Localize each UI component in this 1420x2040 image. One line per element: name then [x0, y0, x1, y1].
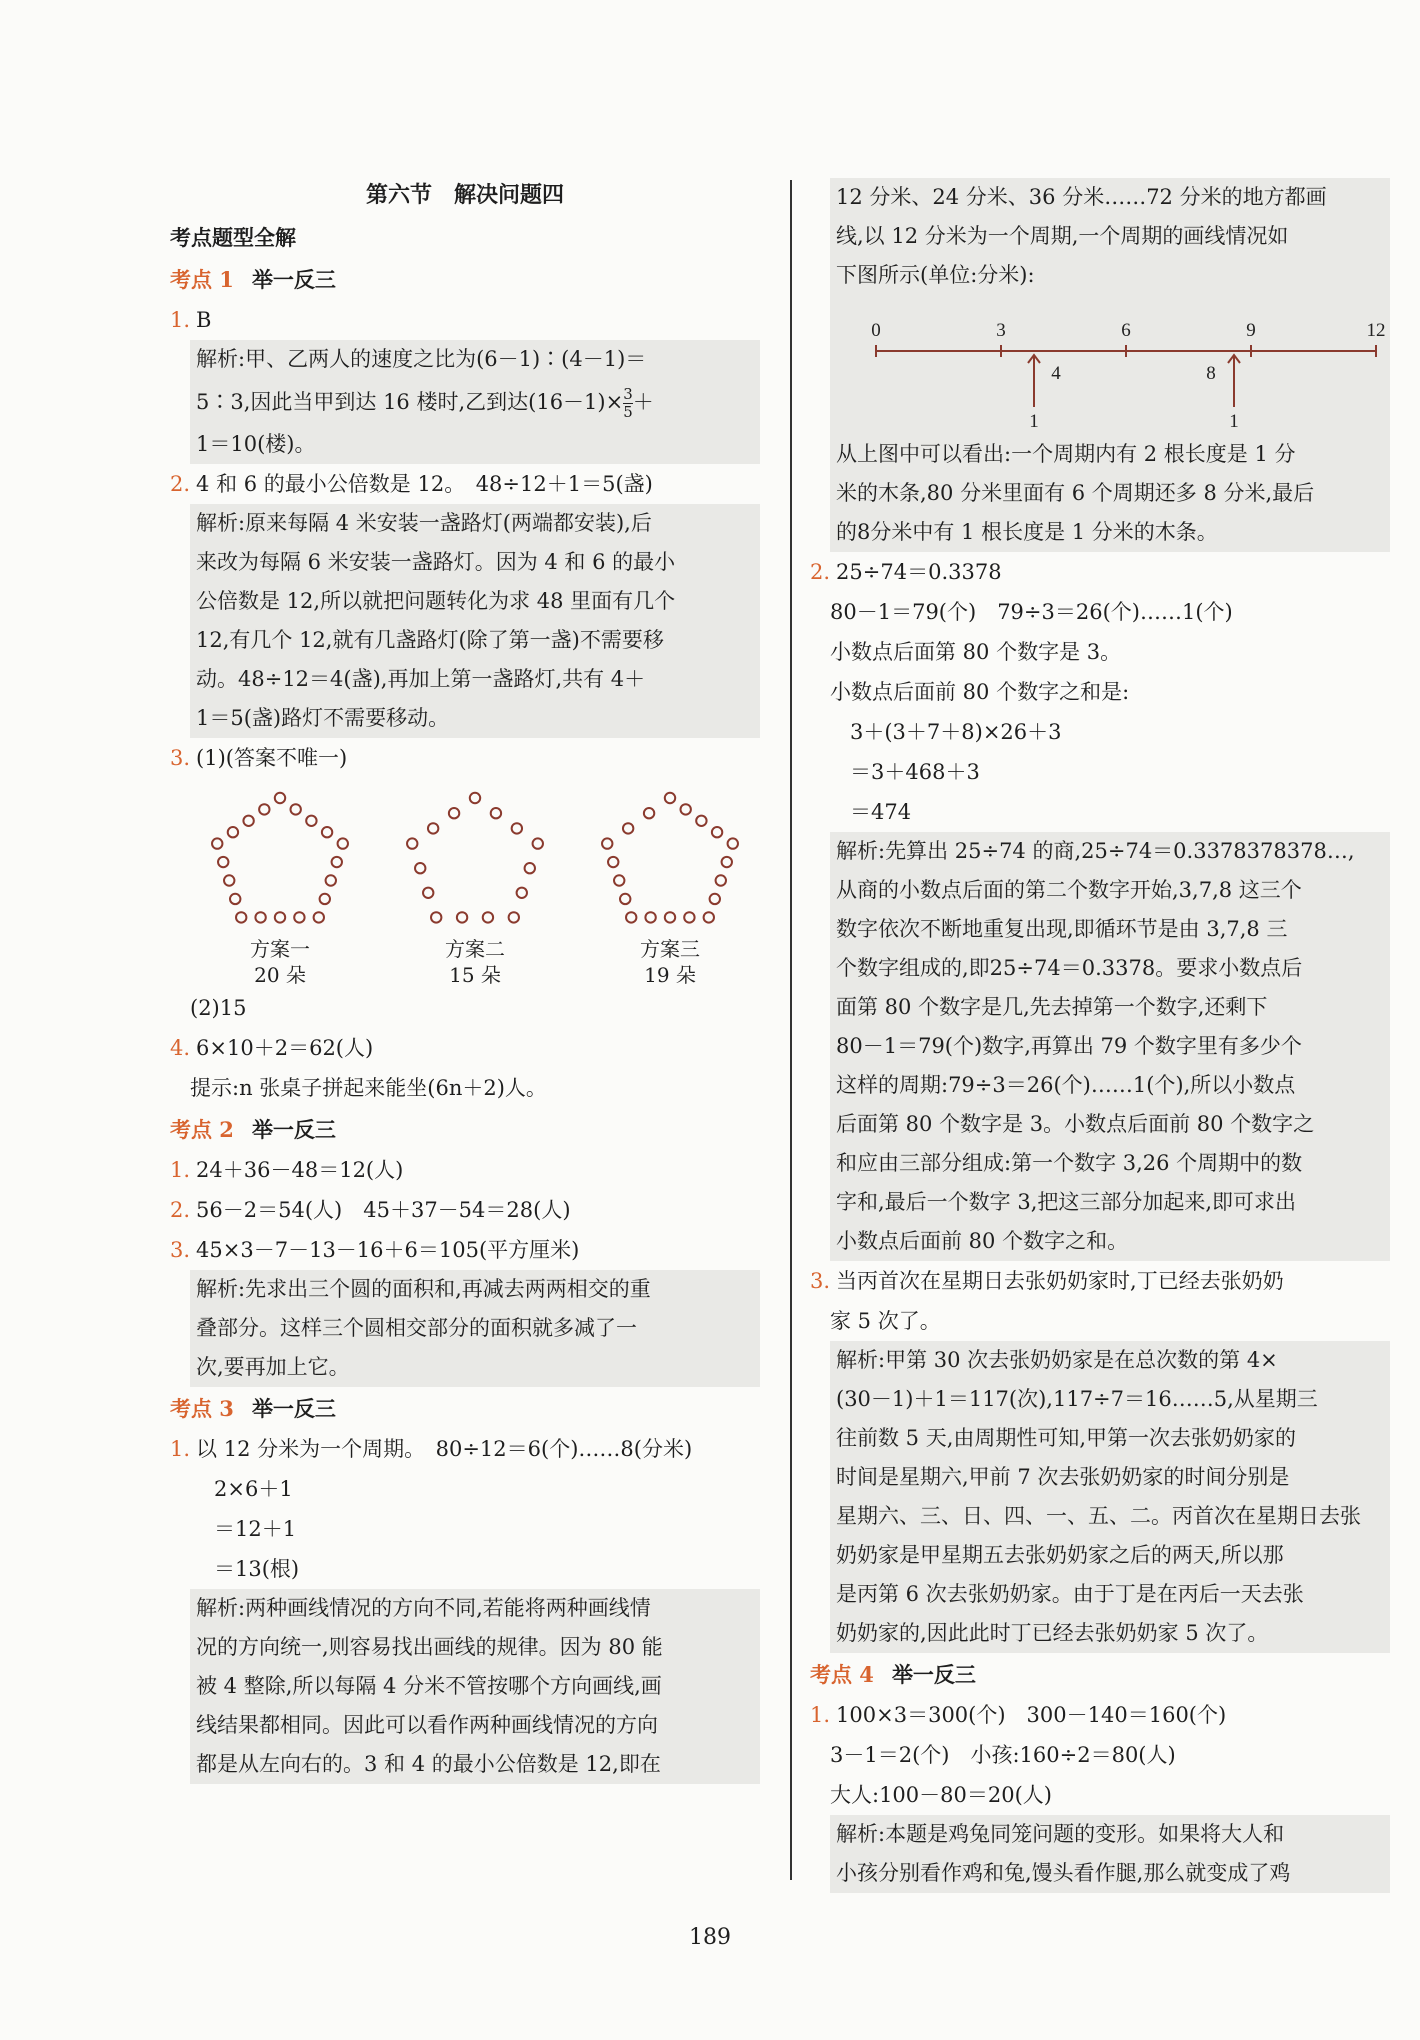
flower-dot: [243, 816, 253, 826]
flower-dot: [449, 808, 459, 818]
flower-dot: [314, 912, 324, 922]
q3-answer-right: 3. 当丙首次在星期日去张奶奶家时,丁已经去张奶奶: [810, 1269, 1284, 1293]
flower-dot: [224, 875, 234, 885]
flower-dot: [322, 827, 332, 837]
flower-dot: [533, 838, 543, 848]
column-divider: [790, 180, 792, 1880]
pentagon-flower-figure: [190, 786, 370, 936]
flower-dot: [428, 823, 438, 833]
fraction: $\frac{3}{5}$: [623, 385, 633, 421]
k3-answer: 1. 以 12 分米为一个周期。 80÷12＝6(个)……8(分米): [170, 1437, 693, 1461]
flower-dot: [306, 816, 316, 826]
pentagon-figures: [190, 786, 760, 988]
k4-answer: 1. 100×3＝300(个) 300－140＝160(个): [810, 1703, 1227, 1727]
flower-dot: [722, 857, 732, 867]
pentagon-flower-figure: [385, 786, 565, 936]
pentagon-flower-figure: [580, 786, 760, 936]
flower-dot: [491, 808, 501, 818]
flower-dot: [320, 894, 330, 904]
right-column: 12 分米、24 分米、36 分米……72 分米的地方都画 线,以 12 分米为一个周期,一个周期的画线情况如 下图所示(单位:分米): 0 3 6 9 12 4 8 1 1 从上图中可以看出:一个周期内有 2 根长度是 1 分 米的木条,80 分米里面有 6 个周期还多 8 分米,最后 的8分米中有 1 根长度是 1 分米的木条。 2. 25÷74＝0.3378 80－1＝79(个) 79÷3＝26(个)……1(个) 小数点后面第 80 个数字是 3。 小数点后面前 80 个数字之和是: 3＋(3＋7＋8)×26＋3 ＝3＋468＋3 ＝474 解析:先算出 25÷74 的商,25÷74＝0.3378378378…, 从商的小数点后面的第二个数字开始,3,7,8 这三个 数字依次不断地重复出现,即循环节是由 3,7,8 三 个数字组成的,即25÷74＝0.3378。要求小数点后 面第 80 个数字是几,先去掉第一个数字,还剩下 80－1＝79(个)数字,再算出 79 个数字里有多少个 这样的周期:79÷3＝26(个)……1(个),所以小数点 后面第 80 个数字是 3。小数点后面前 80 个数字之 和应由三部分组成:第一个数字 3,26 个周期中的数 字和,最后一个数字 3,把这三部分加起来,即可求出 小数点后面前 80 个数字之和。 3. 当丙首次在星期日去张奶奶家时,丁已经去张奶奶 家 5 次了。 解析:甲第 30 次去张奶奶家是在总次数的第 4× (30－1)＋1＝117(次),117÷7＝16……5,从星期三 往前数 5 天,由周期性可知,甲第一次去张奶奶家的 时间是星期六,甲前 7 次去张奶奶家的时间分别是 星期六、三、日、四、一、五、二。丙首次在星期日去张 奶奶家是甲星期五去张奶奶家之后的两天,所以那 是丙第 6 次去张奶奶家。由于丁是在丙后一天去张 奶奶家的,因此此时丁已经去张奶奶家 5 次了。 考点 4 举一反三 1. 100×3＝300(个) 300－140＝160(个) 3－1＝2(个) 小孩:160÷2＝80(人) 大人:100－80＝20(人) 解析:本题是鸡兔同笼问题的变形。如果将大人和 小孩分别看作鸡和兔,馒头看作腿,那么就变成了鸡: [830, 178, 1390, 1893]
flower-dot: [509, 912, 519, 922]
flower-dot: [512, 823, 522, 833]
q3-explanation-right: 解析:甲第 30 次去张奶奶家是在总次数的第 4× (30－1)＋1＝117(次),117÷7＝16……5,从星期三 往前数 5 天,由周期性可知,甲第一次去张奶奶家的 时间是星期六,甲前 7 次去张奶奶家的时间分别是 星期六、三、日、四、一、五、二。丙首次在星期日去张 奶奶家是甲星期五去张奶奶家之后的两天,所以那 是丙第 6 次去张奶奶家。由于丁是在丙后一天去张 奶奶家的,因此此时丁已经去张奶奶家 5 次了。: [830, 1341, 1390, 1653]
flower-dot: [338, 838, 348, 848]
flower-dot: [407, 838, 417, 848]
tick-label-3: 3: [996, 320, 1006, 341]
kaodian-4-heading: 考点 4 举一反三: [810, 1662, 976, 1687]
flower-dot: [517, 888, 527, 898]
flower-dot: [423, 888, 433, 898]
k2-explanation: 解析:先求出三个圆的面积和,再减去两两相交的重 叠部分。这样三个圆相交部分的面积就多减了一 次,要再加上它。: [190, 1270, 760, 1387]
flower-dot: [665, 793, 675, 803]
number-line-diagram: [846, 301, 1406, 431]
kaodian-2-heading: 考点 2 举一反三: [170, 1117, 336, 1142]
section-title: 第六节 解决问题四: [365, 182, 564, 208]
left-column: 考点题型全解 考点 1 举一反三 1. B 解析:甲、乙两人的速度之比为(6－1)∶(4－1)＝ 5∶3,因此当甲到达 16 楼时,乙到达(16－1)× $\frac{3}{5}$ ＋ 1＝10(楼)。 2. 4 和 6 的最小公倍数是 12。 48÷12＋1＝5(盏) 解析:原来每隔 4 米安装一盏路灯(两端都安装),后 来改为每隔 6 米安装一盏路灯。因为 4 和 6 的最小 公倍数是 12,所以就把问题转化为求 48 里面有几个 12,有几个 12,就有几盏路灯(除了第一盏)不需要移 动。48÷12＝4(盏),再加上第一盏路灯,共有 4＋ 1＝5(盏)路灯不需要移动。 3. (1)(答案不唯一) 方案一 20 朵 方案二 15 朵 方案三 19 朵 (2)15 4. 6×10＋2＝62(人) 提示:n 张桌子拼起来能坐(6n＋2)人。 考点 2 举一反三 1. 24＋36－48＝12(人) 2. 56－2＝54(人) 45＋37－54＝28(人) 3. 45×3－7－13－16＋6＝105(平方厘米) 解析:先求出三个圆的面积和,再减去两两相交的重 叠部分。这样三个圆相交部分的面积就多减了一 次,要再加上它。 考点 3 举一反三 1. 以 12 分米为一个周期。 80÷12＝6(个)……8(分米) 2×6＋1 ＝12＋1 ＝13(根) 解析:两种画线情况的方向不同,若能将两种画线情 况的方向统一,则容易找出画线的规律。因为 80 能 被 4 整除,所以每隔 4 分米不管按哪个方向画线,画 线结果都相同。因此可以看作两种画线情况的方向 都是从左向右的。3 和 4 的最小公倍数是 12,即在: [170, 218, 760, 1784]
flower-dot: [326, 875, 336, 885]
kaodian-1-heading: 考点 1 举一反三: [170, 267, 336, 292]
k3-explanation-cont: 12 分米、24 分米、36 分米……72 分米的地方都画 线,以 12 分米为一个周期,一个周期的画线情况如 下图所示(单位:分米): 0 3 6 9 12 4 8 1 1 从上图中可以看出:一个周期内有 2 根长度是 1 分 米的木条,80 分米里面有 6 个周期还多 8 分米,最后 的8分米中有 1 根长度是 1 分米的木条。: [830, 178, 1390, 552]
flower-dot: [431, 912, 441, 922]
flower-dot: [716, 875, 726, 885]
q4-answer: 4. 6×10＋2＝62(人): [170, 1036, 374, 1060]
mark-label-8: 8: [1206, 363, 1216, 384]
flower-dot: [608, 857, 618, 867]
flower-dot: [712, 827, 722, 837]
kaodian-3-heading: 考点 3 举一反三: [170, 1396, 336, 1421]
flower-dot: [218, 857, 228, 867]
flower-dot: [626, 912, 636, 922]
flower-dot: [483, 912, 493, 922]
q1-explanation: 解析:甲、乙两人的速度之比为(6－1)∶(4－1)＝ 5∶3,因此当甲到达 16 楼时,乙到达(16－1)× $\frac{3}{5}$ ＋ 1＝10(楼)。: [190, 340, 760, 464]
subtitle: 考点题型全解: [170, 225, 296, 250]
flower-dot: [275, 793, 285, 803]
plan-3: 方案三 19 朵: [580, 786, 760, 988]
flower-dot: [614, 875, 624, 885]
k3-explanation: 解析:两种画线情况的方向不同,若能将两种画线情 况的方向统一,则容易找出画线的规律。因为 80 能 被 4 整除,所以每隔 4 分米不管按哪个方向画线,画 线结果都相同。因此可以看作两种画线情况的方向 都是从左向右的。3 和 4 的最小公倍数是 12,即在: [190, 1589, 760, 1784]
flower-dot: [415, 863, 425, 873]
k2-line-2: 2. 56－2＝54(人) 45＋37－54＝28(人): [170, 1198, 571, 1222]
flower-dot: [696, 816, 706, 826]
flower-dot: [680, 804, 690, 814]
flower-dot: [620, 894, 630, 904]
q3-part2: (2)15: [190, 996, 247, 1020]
q2-answer: 2. 4 和 6 的最小公倍数是 12。 48÷12＋1＝5(盏): [170, 472, 653, 496]
flower-dot: [290, 804, 300, 814]
k4-explanation: 解析:本题是鸡兔同笼问题的变形。如果将大人和 小孩分别看作鸡和兔,馒头看作腿,那么就变成了鸡: [830, 1815, 1390, 1893]
flower-dot: [470, 793, 480, 803]
flower-dot: [259, 804, 269, 814]
segment-label-2: 1: [1229, 411, 1239, 431]
flower-dot: [644, 808, 654, 818]
flower-dot: [236, 912, 246, 922]
segment-label-1: 1: [1029, 411, 1039, 431]
flower-dot: [704, 912, 714, 922]
plan-2: 方案二 15 朵: [385, 786, 565, 988]
tick-label-6: 6: [1121, 320, 1131, 341]
mark-label-4: 4: [1051, 363, 1061, 384]
tick-label-9: 9: [1246, 320, 1256, 341]
flower-dot: [645, 912, 655, 922]
tick-label-0: 0: [871, 320, 881, 341]
tick-label-12: 12: [1366, 320, 1386, 341]
flower-dot: [275, 912, 285, 922]
flower-dot: [710, 894, 720, 904]
plan-1: 方案一 20 朵: [190, 786, 370, 988]
flower-dot: [212, 838, 222, 848]
flower-dot: [332, 857, 342, 867]
flower-dot: [230, 894, 240, 904]
flower-dot: [684, 912, 694, 922]
flower-dot: [665, 912, 675, 922]
q2-explanation-right: 解析:先算出 25÷74 的商,25÷74＝0.3378378378…, 从商的小数点后面的第二个数字开始,3,7,8 这三个 数字依次不断地重复出现,即循环节是由 3,7,8 三 个数字组成的,即25÷74＝0.3378。要求小数点后 面第 80 个数字是几,先去掉第一个数字,还剩下 80－1＝79(个)数字,再算出 79 个数字里有多少个 这样的周期:79÷3＝26(个)……1(个),所以小数点 后面第 80 个数字是 3。小数点后面前 80 个数字之 和应由三部分组成:第一个数字 3,26 个周期中的数 字和,最后一个数字 3,把这三部分加起来,即可求出 小数点后面前 80 个数字之和。: [830, 832, 1390, 1261]
flower-dot: [294, 912, 304, 922]
k2-line-1: 1. 24＋36－48＝12(人): [170, 1158, 404, 1182]
flower-dot: [623, 823, 633, 833]
flower-dot: [228, 827, 238, 837]
flower-dot: [457, 912, 467, 922]
flower-dot: [728, 838, 738, 848]
q3-answer: 3. (1)(答案不唯一): [170, 746, 348, 770]
page-number: 189: [689, 1925, 731, 1950]
q1-answer: 1. B: [170, 308, 212, 332]
q2-answer-right: 2. 25÷74＝0.3378: [810, 560, 1002, 584]
q4-hint: 提示:n 张桌子拼起来能坐(6n＋2)人。: [190, 1076, 547, 1100]
k2-line-3: 3. 45×3－7－13－16＋6＝105(平方厘米): [170, 1238, 580, 1262]
flower-dot: [602, 838, 612, 848]
flower-dot: [525, 863, 535, 873]
q2-explanation: 解析:原来每隔 4 米安装一盏路灯(两端都安装),后 来改为每隔 6 米安装一盏路灯。因为 4 和 6 的最小 公倍数是 12,所以就把问题转化为求 48 里面有几个 12,有几个 12,就有几盏路灯(除了第一盏)不需要移 动。48÷12＝4(盏),再加上第一盏路灯,共有 4＋ 1＝5(盏)路灯不需要移动。: [190, 504, 760, 738]
flower-dot: [255, 912, 265, 922]
